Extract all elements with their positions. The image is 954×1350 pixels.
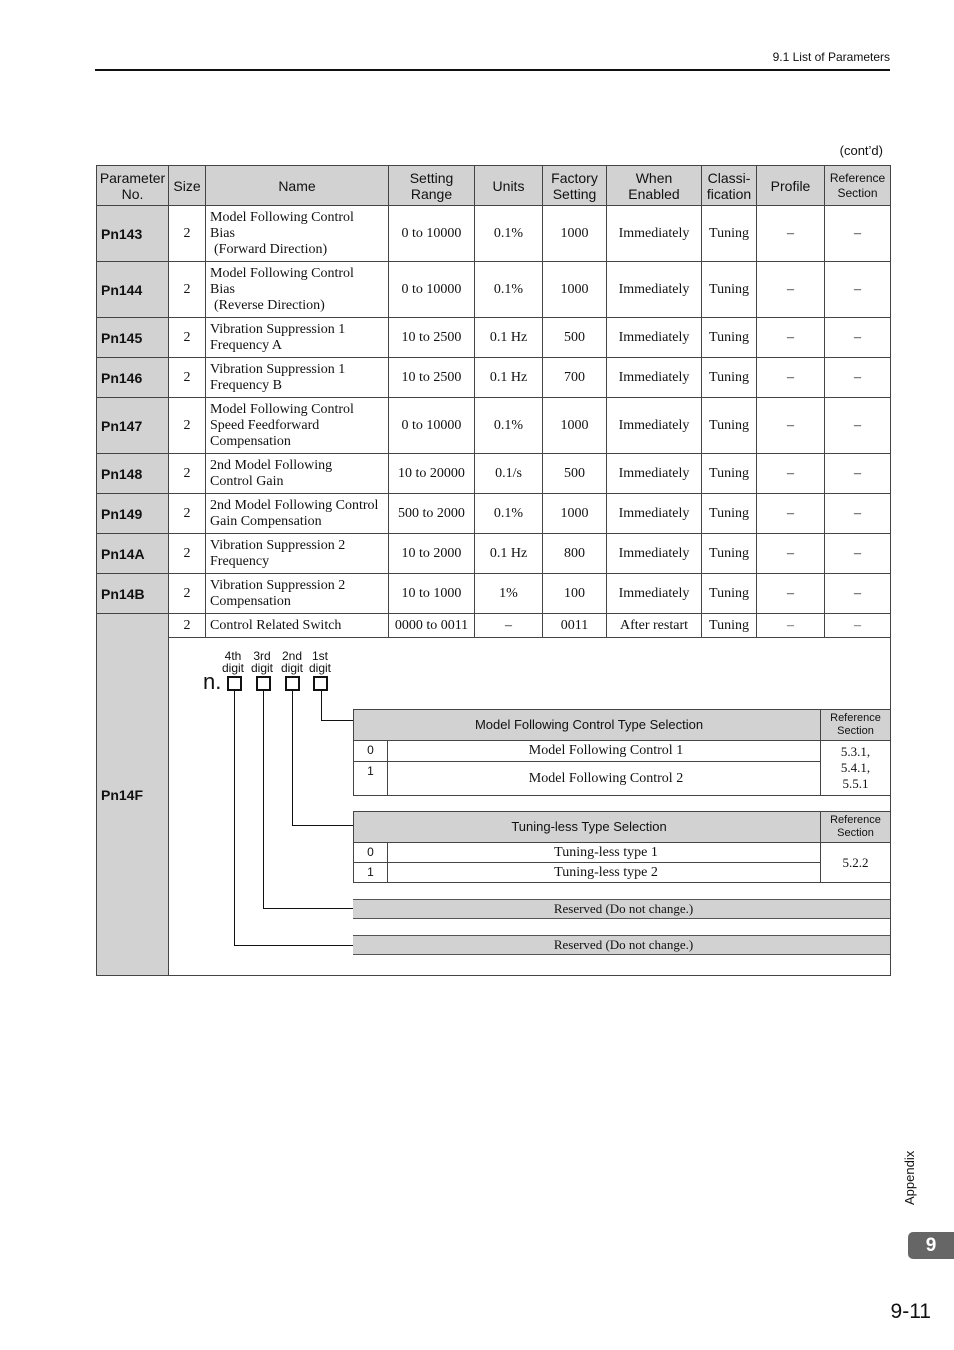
param-profile: –	[757, 318, 825, 358]
param-name-line: 2nd Model Following	[210, 457, 333, 473]
param-enabled: Immediately	[607, 454, 702, 494]
param-units: –	[475, 614, 543, 638]
digit-label-1st: 1st digit	[308, 649, 331, 675]
tuning-less-ref-value: 5.2.2	[821, 843, 891, 883]
param-name-line: Frequency B	[210, 377, 282, 393]
param-factory: 700	[543, 358, 607, 398]
param-no: Pn146	[97, 358, 169, 398]
param-name-line: (Reverse Direction)	[214, 297, 325, 313]
param-units: 1%	[475, 574, 543, 614]
tuning-less-type-title: Tuning-less Type Selection	[354, 812, 821, 843]
param-name-line: Frequency A	[210, 337, 282, 353]
table-row-pn14f-main	[97, 614, 891, 638]
param-name-line: Bias	[210, 281, 235, 297]
param-profile: –	[757, 358, 825, 398]
tuning-less-ref-header: Reference Section	[821, 812, 891, 843]
param-size: 2	[169, 398, 206, 454]
param-ref: –	[825, 262, 891, 318]
param-enabled: Immediately	[607, 398, 702, 454]
option-desc: Tuning-less type 1	[388, 843, 821, 863]
param-enabled: Immediately	[607, 574, 702, 614]
param-name	[206, 534, 389, 574]
col-header-reference-section: Reference Section	[825, 166, 891, 206]
connector-1st-vertical	[321, 691, 322, 720]
col-header-parameter-no: Parameter No.	[97, 166, 169, 206]
param-range: 10 to 2000	[389, 534, 475, 574]
chapter-tab: 9	[908, 1232, 954, 1259]
digit-box-1st	[313, 676, 328, 691]
col-header-size: Size	[169, 166, 206, 206]
param-range: 0 to 10000	[389, 398, 475, 454]
param-class: Tuning	[702, 206, 757, 262]
param-factory: 1000	[543, 398, 607, 454]
param-units: 0.1 Hz	[475, 358, 543, 398]
param-enabled: Immediately	[607, 206, 702, 262]
param-name	[206, 206, 389, 262]
digit-diagram	[169, 638, 890, 976]
param-profile: –	[757, 614, 825, 638]
param-name-line: Frequency	[210, 553, 270, 569]
param-profile: –	[757, 262, 825, 318]
param-class: Tuning	[702, 318, 757, 358]
param-name-line: 2nd Model Following Control	[210, 497, 379, 513]
param-name-line: Model Following Control	[210, 401, 354, 417]
param-name-line: Control Gain	[210, 473, 284, 489]
table-row	[97, 574, 891, 614]
param-no: Pn14A	[97, 534, 169, 574]
reserved-4th-digit: Reserved (Do not change.)	[353, 935, 890, 955]
contd-label: (cont’d)	[839, 143, 883, 158]
param-name-line: Vibration Suppression 1	[210, 321, 346, 337]
param-name-line: Compensation	[210, 433, 291, 449]
table-row	[97, 534, 891, 574]
param-profile: –	[757, 454, 825, 494]
param-range: 0000 to 0011	[389, 614, 475, 638]
param-size: 2	[169, 574, 206, 614]
param-no: Pn149	[97, 494, 169, 534]
n-prefix: n.	[203, 669, 222, 694]
param-size: 2	[169, 206, 206, 262]
digit-label-4th: 4th digit	[221, 649, 244, 675]
model-following-type-table	[353, 709, 891, 796]
param-factory: 500	[543, 454, 607, 494]
param-units: 0.1%	[475, 206, 543, 262]
param-size: 2	[169, 614, 206, 638]
param-name-line: Gain Compensation	[210, 513, 322, 529]
model-following-type-title: Model Following Control Type Selection	[354, 710, 821, 741]
param-name-line: Compensation	[210, 593, 291, 609]
param-name: Control Related Switch	[206, 614, 389, 638]
param-range: 500 to 2000	[389, 494, 475, 534]
param-units: 0.1 Hz	[475, 534, 543, 574]
param-ref: –	[825, 614, 891, 638]
connector-3rd-horizontal	[263, 908, 353, 909]
digit-label-2nd: 2nd digit	[280, 649, 303, 675]
param-profile: –	[757, 206, 825, 262]
param-profile: –	[757, 494, 825, 534]
param-class: Tuning	[702, 574, 757, 614]
param-factory: 500	[543, 318, 607, 358]
param-profile: –	[757, 534, 825, 574]
table-row	[97, 358, 891, 398]
param-factory: 1000	[543, 262, 607, 318]
param-profile: –	[757, 574, 825, 614]
header-rule	[95, 69, 890, 71]
table-row	[97, 454, 891, 494]
param-class: Tuning	[702, 494, 757, 534]
param-size: 2	[169, 318, 206, 358]
table-row-pn14f-diagram	[97, 638, 891, 976]
param-no: Pn145	[97, 318, 169, 358]
param-class: Tuning	[702, 614, 757, 638]
param-name	[206, 494, 389, 534]
param-name-line: Vibration Suppression 2	[210, 537, 346, 553]
param-size: 2	[169, 494, 206, 534]
param-ref: –	[825, 574, 891, 614]
param-class: Tuning	[702, 534, 757, 574]
param-ref: –	[825, 358, 891, 398]
table-row	[97, 318, 891, 358]
digit-box-2nd	[285, 676, 300, 691]
model-following-ref-header: Reference Section	[821, 710, 891, 741]
param-ref: –	[825, 454, 891, 494]
option-desc: Model Following Control 1	[388, 741, 821, 762]
option-code: 0	[354, 741, 388, 762]
col-header-factory-setting: Factory Setting	[543, 166, 607, 206]
param-ref: –	[825, 494, 891, 534]
param-enabled: Immediately	[607, 262, 702, 318]
connector-4th-vertical	[234, 691, 235, 945]
param-class: Tuning	[702, 358, 757, 398]
param-size: 2	[169, 534, 206, 574]
param-no: Pn14F	[97, 614, 169, 976]
param-name-line: Model Following Control	[210, 209, 354, 225]
param-ref: –	[825, 206, 891, 262]
param-factory: 100	[543, 574, 607, 614]
param-enabled: Immediately	[607, 494, 702, 534]
connector-1st-horizontal	[321, 720, 353, 721]
param-size: 2	[169, 358, 206, 398]
param-name-line: (Forward Direction)	[214, 241, 328, 257]
param-enabled: Immediately	[607, 534, 702, 574]
param-units: 0.1%	[475, 262, 543, 318]
tuning-less-type-table	[353, 811, 891, 883]
param-no: Pn148	[97, 454, 169, 494]
param-units: 0.1%	[475, 398, 543, 454]
table-row	[97, 494, 891, 534]
param-factory: 800	[543, 534, 607, 574]
connector-4th-horizontal	[234, 945, 353, 946]
col-header-classification: Classi- fication	[702, 166, 757, 206]
param-name	[206, 318, 389, 358]
param-range: 0 to 10000	[389, 262, 475, 318]
param-name-line: Speed Feedforward	[210, 417, 320, 433]
param-range: 10 to 1000	[389, 574, 475, 614]
param-name	[206, 358, 389, 398]
col-header-units: Units	[475, 166, 543, 206]
param-no: Pn144	[97, 262, 169, 318]
param-name	[206, 454, 389, 494]
model-following-ref-values: 5.3.1, 5.4.1, 5.5.1	[821, 741, 891, 796]
param-name	[206, 398, 389, 454]
parameter-table	[96, 165, 891, 976]
param-range: 0 to 10000	[389, 206, 475, 262]
reserved-3rd-digit: Reserved (Do not change.)	[353, 899, 890, 919]
table-row	[97, 398, 891, 454]
param-units: 0.1%	[475, 494, 543, 534]
connector-3rd-vertical	[263, 691, 264, 908]
param-no: Pn147	[97, 398, 169, 454]
param-units: 0.1/s	[475, 454, 543, 494]
param-factory: 1000	[543, 206, 607, 262]
param-factory: 0011	[543, 614, 607, 638]
table-row	[97, 206, 891, 262]
connector-2nd-horizontal	[292, 825, 353, 826]
param-name-line: Vibration Suppression 2	[210, 577, 346, 593]
param-profile: –	[757, 398, 825, 454]
table-row	[97, 262, 891, 318]
param-no: Pn14B	[97, 574, 169, 614]
param-ref: –	[825, 398, 891, 454]
param-size: 2	[169, 262, 206, 318]
section-title: 9.1 List of Parameters	[772, 50, 890, 64]
option-code: 1	[354, 762, 388, 796]
param-no: Pn143	[97, 206, 169, 262]
param-size: 2	[169, 454, 206, 494]
param-range: 10 to 2500	[389, 318, 475, 358]
col-header-profile: Profile	[757, 166, 825, 206]
param-name-line: Model Following Control	[210, 265, 354, 281]
param-name	[206, 262, 389, 318]
param-ref: –	[825, 534, 891, 574]
page-number: 9-11	[890, 1300, 931, 1323]
param-class: Tuning	[702, 398, 757, 454]
param-class: Tuning	[702, 454, 757, 494]
param-enabled: After restart	[607, 614, 702, 638]
param-factory: 1000	[543, 494, 607, 534]
option-desc: Tuning-less type 2	[388, 863, 821, 883]
param-name-line: Bias	[210, 225, 235, 241]
param-name-line: Vibration Suppression 1	[210, 361, 346, 377]
digit-box-3rd	[256, 676, 271, 691]
param-enabled: Immediately	[607, 318, 702, 358]
param-name	[206, 574, 389, 614]
option-desc: Model Following Control 2	[388, 762, 821, 796]
col-header-setting-range: Setting Range	[389, 166, 475, 206]
option-code: 1	[354, 863, 388, 883]
digit-box-4th	[227, 676, 242, 691]
param-units: 0.1 Hz	[475, 318, 543, 358]
option-code: 0	[354, 843, 388, 863]
param-range: 10 to 20000	[389, 454, 475, 494]
side-label-appendix: Appendix	[902, 1150, 917, 1205]
param-ref: –	[825, 318, 891, 358]
table-header-row	[97, 166, 891, 206]
switch-diagram-cell	[169, 638, 891, 976]
param-enabled: Immediately	[607, 358, 702, 398]
digit-label-3rd: 3rd digit	[250, 649, 273, 675]
param-range: 10 to 2500	[389, 358, 475, 398]
connector-2nd-vertical	[292, 691, 293, 825]
param-class: Tuning	[702, 262, 757, 318]
col-header-name: Name	[206, 166, 389, 206]
col-header-when-enabled: When Enabled	[607, 166, 702, 206]
